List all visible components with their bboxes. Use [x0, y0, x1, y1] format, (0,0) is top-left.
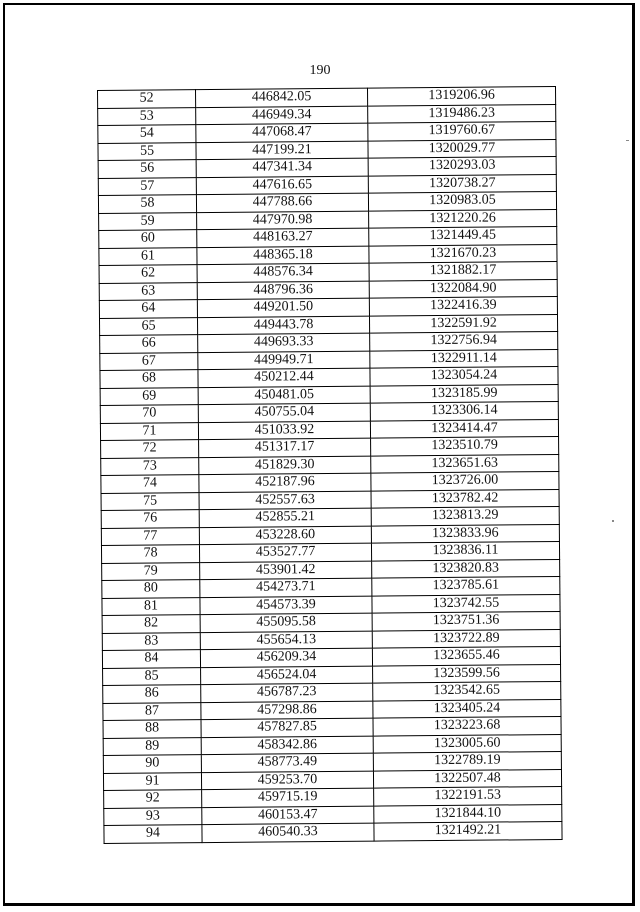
point-number-cell: 71 [100, 422, 198, 440]
x-coordinate-cell: 448163.27 [197, 228, 369, 247]
x-coordinate-cell: 449693.33 [198, 333, 370, 352]
x-coordinate-cell: 451317.17 [199, 438, 371, 457]
point-number-cell: 73 [101, 457, 199, 475]
y-coordinate-cell: 1323005.60 [373, 734, 561, 753]
y-coordinate-cell: 1322911.14 [370, 349, 558, 368]
point-number-cell: 90 [103, 755, 201, 773]
point-number-cell: 56 [98, 160, 196, 178]
point-number-cell: 89 [103, 737, 201, 755]
x-coordinate-cell: 450755.04 [198, 403, 370, 422]
point-number-cell: 59 [99, 212, 197, 230]
x-coordinate-cell: 446949.34 [196, 106, 368, 125]
y-coordinate-cell: 1323813.29 [371, 506, 559, 525]
scan-speck [626, 140, 629, 141]
point-number-cell: 53 [98, 107, 196, 125]
x-coordinate-cell: 448796.36 [197, 281, 369, 300]
y-coordinate-cell: 1323742.55 [372, 594, 560, 613]
y-coordinate-cell: 1321220.26 [369, 209, 557, 228]
x-coordinate-cell: 447068.47 [196, 123, 368, 142]
x-coordinate-cell: 450481.05 [198, 386, 370, 405]
y-coordinate-cell: 1319206.96 [367, 86, 555, 105]
y-coordinate-cell: 1323223.68 [373, 716, 561, 735]
point-number-cell: 63 [99, 282, 197, 300]
y-coordinate-cell: 1322416.39 [369, 296, 557, 315]
x-coordinate-cell: 452557.63 [199, 491, 371, 510]
x-coordinate-cell: 459253.70 [201, 771, 373, 790]
x-coordinate-cell: 457298.86 [201, 701, 373, 720]
point-number-cell: 91 [103, 772, 201, 790]
y-coordinate-cell: 1321844.10 [374, 804, 562, 823]
y-coordinate-cell: 1319760.67 [368, 121, 556, 140]
y-coordinate-cell: 1323306.14 [370, 401, 558, 420]
y-coordinate-cell: 1322756.94 [370, 331, 558, 350]
y-coordinate-cell: 1321670.23 [369, 244, 557, 263]
point-number-cell: 52 [98, 90, 196, 108]
point-number-cell: 75 [101, 492, 199, 510]
y-coordinate-cell: 1319486.23 [368, 104, 556, 123]
point-number-cell: 68 [100, 370, 198, 388]
x-coordinate-cell: 449949.71 [198, 351, 370, 370]
y-coordinate-cell: 1323542.65 [373, 681, 561, 700]
table-row [104, 821, 562, 842]
y-coordinate-cell: 1322591.92 [369, 314, 557, 333]
x-coordinate-cell: 447970.98 [197, 211, 369, 230]
x-coordinate-cell: 456209.34 [200, 648, 372, 667]
x-coordinate-cell: 452855.21 [199, 508, 371, 527]
coordinates-table-body [98, 86, 563, 842]
y-coordinate-cell: 1323820.83 [372, 559, 560, 578]
x-coordinate-cell: 453901.42 [200, 561, 372, 580]
y-coordinate-cell: 1322191.53 [374, 786, 562, 805]
x-coordinate-cell: 451033.92 [198, 421, 370, 440]
point-number-cell: 67 [100, 352, 198, 370]
point-number-cell: 70 [100, 405, 198, 423]
point-number-cell: 88 [103, 720, 201, 738]
y-coordinate-cell: 1322507.48 [373, 769, 561, 788]
point-number-cell: 57 [98, 177, 196, 195]
point-number-cell: 74 [101, 475, 199, 493]
point-number-cell: 76 [101, 510, 199, 528]
y-coordinate-cell: 1323054.24 [370, 366, 558, 385]
y-coordinate-cell: 1323405.24 [373, 699, 561, 718]
point-number-cell: 54 [98, 125, 196, 143]
x-coordinate-cell: 450212.44 [198, 368, 370, 387]
point-number-cell: 81 [102, 597, 200, 615]
point-number-cell: 62 [99, 265, 197, 283]
x-coordinate-cell: 452187.96 [199, 473, 371, 492]
x-coordinate-cell: 458773.49 [201, 753, 373, 772]
point-number-cell: 92 [104, 790, 202, 808]
x-coordinate-cell: 455654.13 [200, 631, 372, 650]
point-number-cell: 82 [102, 615, 200, 633]
y-coordinate-cell: 1323185.99 [370, 384, 558, 403]
x-coordinate-cell: 447616.65 [196, 176, 368, 195]
point-number-cell: 93 [104, 807, 202, 825]
x-coordinate-cell: 460540.33 [202, 823, 374, 842]
y-coordinate-cell: 1321492.21 [374, 821, 562, 840]
x-coordinate-cell: 446842.05 [196, 88, 368, 107]
point-number-cell: 77 [101, 527, 199, 545]
point-number-cell: 85 [103, 667, 201, 685]
x-coordinate-cell: 456524.04 [201, 666, 373, 685]
y-coordinate-cell: 1323651.63 [371, 454, 559, 473]
y-coordinate-cell: 1323722.89 [372, 629, 560, 648]
y-coordinate-cell: 1321882.17 [369, 261, 557, 280]
point-number-cell: 64 [99, 300, 197, 318]
y-coordinate-cell: 1320738.27 [368, 174, 556, 193]
y-coordinate-cell: 1322084.90 [369, 279, 557, 298]
x-coordinate-cell: 458342.86 [201, 736, 373, 755]
scan-speck [612, 520, 614, 522]
point-number-cell: 83 [102, 632, 200, 650]
x-coordinate-cell: 448576.34 [197, 263, 369, 282]
y-coordinate-cell: 1321449.45 [369, 226, 557, 245]
point-number-cell: 61 [99, 247, 197, 265]
y-coordinate-cell: 1323836.11 [371, 541, 559, 560]
point-number-cell: 78 [101, 545, 199, 563]
x-coordinate-cell: 454273.71 [200, 578, 372, 597]
x-coordinate-cell: 455095.58 [200, 613, 372, 632]
y-coordinate-cell: 1323599.56 [373, 664, 561, 683]
y-coordinate-cell: 1323510.79 [371, 436, 559, 455]
y-coordinate-cell: 1323726.00 [371, 471, 559, 490]
y-coordinate-cell: 1323751.36 [372, 611, 560, 630]
x-coordinate-cell: 449201.50 [197, 298, 369, 317]
point-number-cell: 58 [98, 195, 196, 213]
point-number-cell: 84 [102, 650, 200, 668]
point-number-cell: 79 [102, 562, 200, 580]
y-coordinate-cell: 1323655.46 [372, 646, 560, 665]
x-coordinate-cell: 447788.66 [196, 193, 368, 212]
x-coordinate-cell: 453228.60 [199, 526, 371, 545]
x-coordinate-cell: 454573.39 [200, 596, 372, 615]
x-coordinate-cell: 457827.85 [201, 718, 373, 737]
x-coordinate-cell: 456787.23 [201, 683, 373, 702]
y-coordinate-cell: 1323785.61 [372, 576, 560, 595]
x-coordinate-cell: 447341.34 [196, 158, 368, 177]
coordinates-table [97, 86, 563, 843]
y-coordinate-cell: 1322789.19 [373, 751, 561, 770]
point-number-cell: 80 [102, 580, 200, 598]
point-number-cell: 87 [103, 702, 201, 720]
y-coordinate-cell: 1323782.42 [371, 489, 559, 508]
x-coordinate-cell: 451829.30 [199, 456, 371, 475]
x-coordinate-cell: 459715.19 [202, 788, 374, 807]
point-number-cell: 65 [99, 317, 197, 335]
point-number-cell: 72 [101, 440, 199, 458]
x-coordinate-cell: 460153.47 [202, 806, 374, 825]
point-number-cell: 60 [99, 230, 197, 248]
y-coordinate-cell: 1320029.77 [368, 139, 556, 158]
x-coordinate-cell: 447199.21 [196, 141, 368, 160]
y-coordinate-cell: 1323833.96 [371, 524, 559, 543]
x-coordinate-cell: 448365.18 [197, 246, 369, 265]
point-number-cell: 55 [98, 142, 196, 160]
point-number-cell: 94 [104, 825, 202, 843]
point-number-cell: 86 [103, 685, 201, 703]
coordinates-table-wrapper [97, 86, 562, 843]
y-coordinate-cell: 1323414.47 [370, 419, 558, 438]
y-coordinate-cell: 1320983.05 [368, 191, 556, 210]
point-number-cell: 69 [100, 387, 198, 405]
x-coordinate-cell: 449443.78 [197, 316, 369, 335]
point-number-cell: 66 [100, 335, 198, 353]
page-number: 190 [309, 63, 331, 78]
y-coordinate-cell: 1320293.03 [368, 156, 556, 175]
x-coordinate-cell: 453527.77 [199, 543, 371, 562]
